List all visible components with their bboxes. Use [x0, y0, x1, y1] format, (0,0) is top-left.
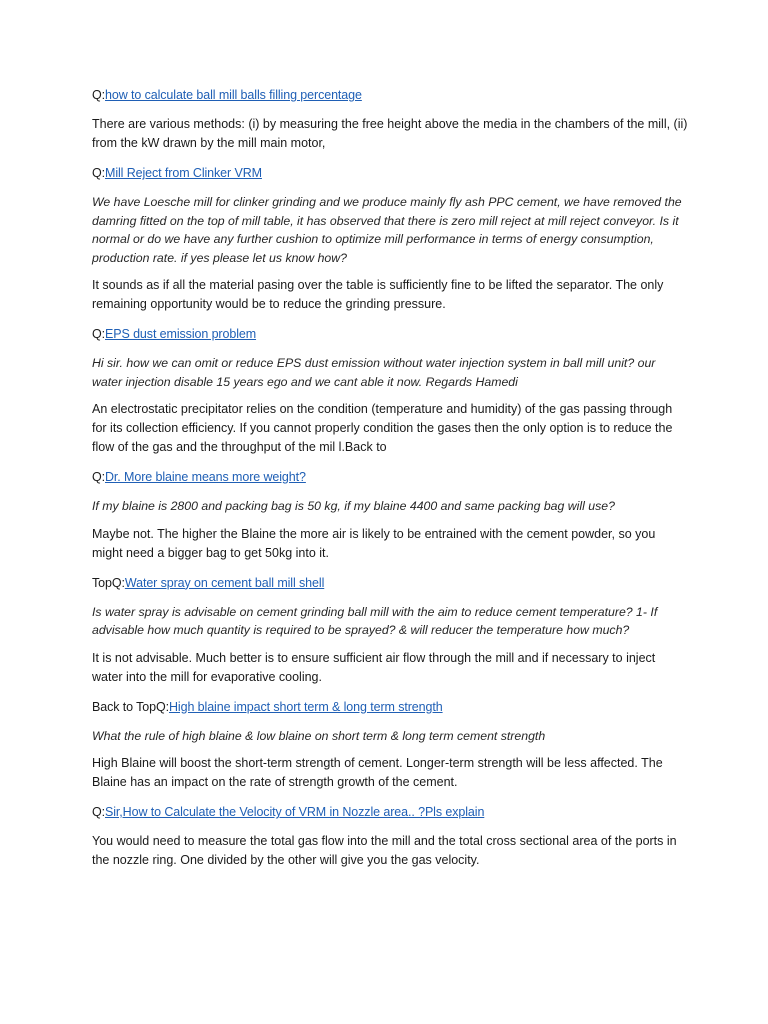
answer-3: An electrostatic precipitator relies on the condition (temperature and humidity) of the gas passing through for its collection efficiency. If you cannot properly condition the gases then the only option is to reduce the flow of the gas and the throughput of the mil l.Back to — [92, 402, 673, 454]
question-link-5[interactable]: Water spray on cement ball mill shell — [124, 575, 325, 590]
question-heading-3: Q:EPS dust emission problem — [92, 327, 257, 341]
answer-7: You would need to measure the total gas flow into the mill and the total cross sectional area of the ports in the nozzle ring. One divided by the other will give you the gas velocity. — [92, 834, 677, 867]
question-heading-2: Q:Mill Reject from Clinker VRM — [92, 166, 262, 180]
answer-6: High Blaine will boost the short-term strength of cement. Longer-term strength will be less affected. The Blaine has an impact on the rate of strength growth of the cement. — [92, 756, 663, 789]
question-heading-1: Q:how to calculate ball mill balls filling percentage — [92, 88, 362, 102]
question-link-2[interactable]: Mill Reject from Clinker VRM — [105, 166, 262, 180]
question-heading-5: TopQ:Water spray on cement ball mill shell — [92, 575, 325, 590]
question-text-6: What the rule of high blaine & low blaine on short term & long term cement strength — [92, 728, 546, 743]
answer-1: There are various methods: (i) by measuring the free height above the media in the chambers of the mill, (ii) from the kW drawn by the mill main motor, — [92, 117, 688, 150]
question-text-5: Is water spray is advisable on cement grinding ball mill with the aim to reduce cement temperature? 1- If advisable how much quantity is required to be sprayed? & will reducer the temperature how much? — [92, 604, 658, 637]
question-heading-7: Q:Sir,How to Calculate the Velocity of VRM in Nozzle area.. ?Pls explain — [92, 805, 485, 819]
question-link-1[interactable]: how to calculate ball mill balls filling percentage — [105, 88, 362, 102]
answer-4: Maybe not. The higher the Blaine the more air is likely to be entrained with the cement powder, so you might need a bigger bag to get 50kg into it. — [92, 526, 656, 560]
question-heading-4: Q:Dr. More blaine means more weight? — [92, 470, 306, 484]
document-page — [92, 86, 688, 881]
question-link-7[interactable]: Sir,How to Calculate the Velocity of VRM in Nozzle area.. ?Pls explain — [105, 805, 485, 819]
answer-5: It is not advisable. Much better is to ensure sufficient air flow through the mill and if necessary to inject water into the mill for evaporative cooling. — [92, 650, 656, 684]
question-heading-6: Back to TopQ:High blaine impact short term & long term strength — [92, 699, 443, 714]
question-link-6[interactable]: High blaine impact short term & long term strength — [168, 699, 443, 714]
answer-2: It sounds as if all the material pasing over the table is sufficiently fine to be lifted the separator. The only remaining opportunity would be to reduce the grinding pressure. — [92, 278, 664, 311]
question-text-3: Hi sir. how we can omit or reduce EPS dust emission without water injection system in ball mill unit? our water injection disable 15 years ego and we cant able it now. Regards Hamedi — [92, 356, 656, 389]
question-text-4: If my blaine is 2800 and packing bag is 50 kg, if my blaine 4400 and same packing bag will use? — [92, 499, 615, 513]
question-link-4[interactable]: Dr. More blaine means more weight? — [105, 470, 306, 484]
question-link-3[interactable]: EPS dust emission problem — [105, 327, 257, 341]
question-text-2: We have Loesche mill for clinker grinding and we produce mainly fly ash PPC cement, we have removed the damring fitted on the top of mill table, it has observed that there is zero mill reject at mill reject conveyor. Is it normal or do we have any further cushion to optimize mill performance in terms of energy consumption, production rate. if yes please let us know how? — [92, 195, 682, 265]
